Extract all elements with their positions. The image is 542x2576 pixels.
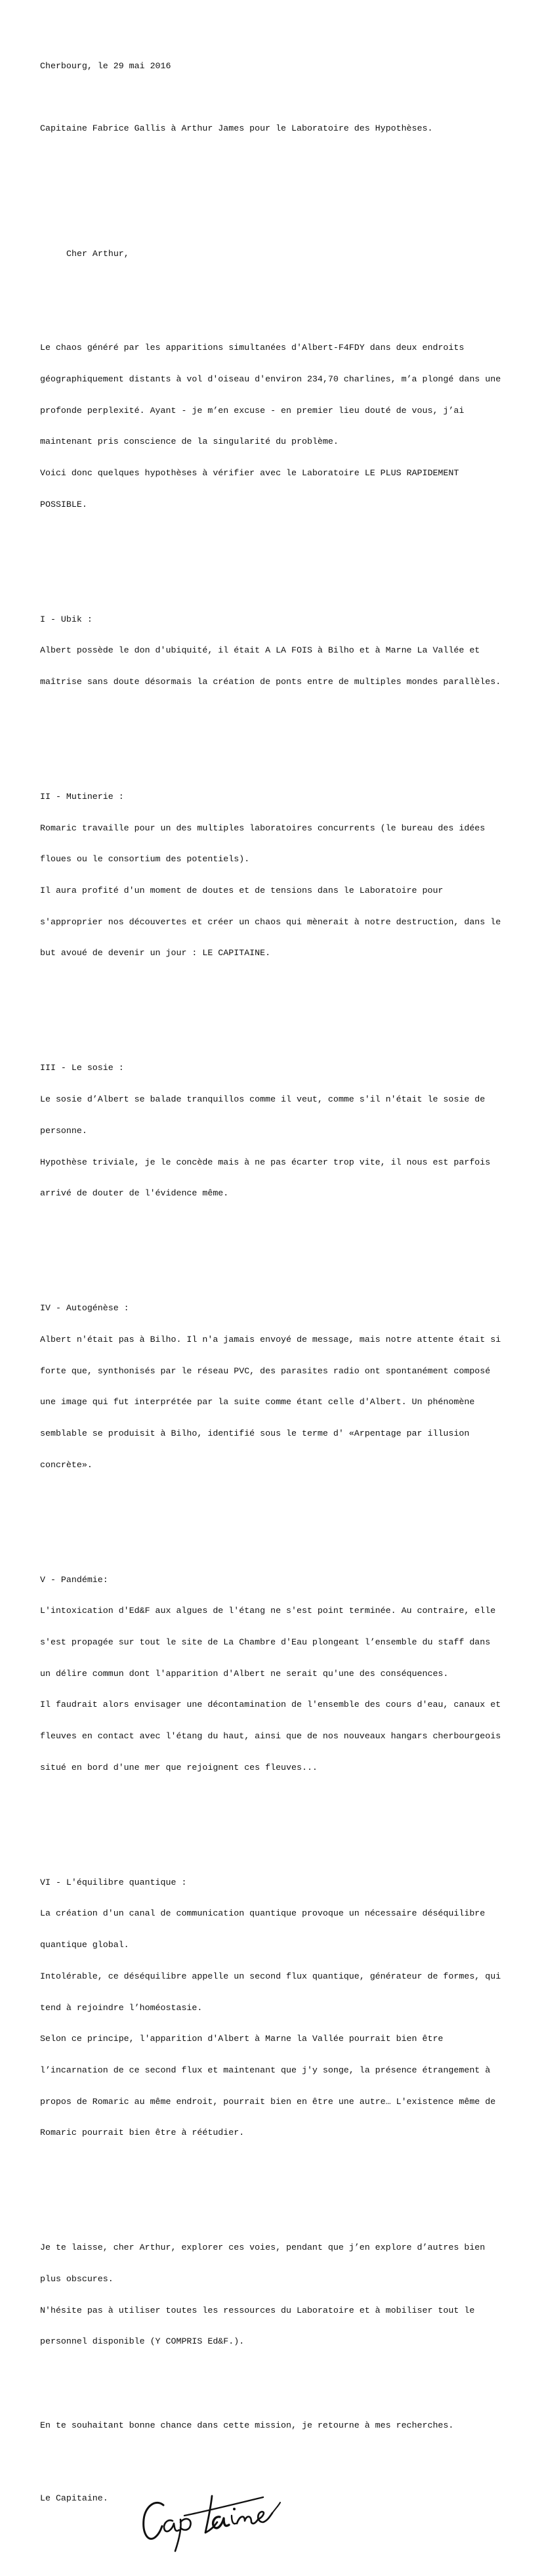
text-line: profonde perplexité. Ayant - je m’en excuse - en premier lieu douté de vous, j’ai bbox=[40, 405, 465, 416]
section-autogenese bbox=[40, 1282, 539, 1491]
section-ubik bbox=[40, 593, 539, 708]
text-line: personnel disponible (Y COMPRIS Ed&F.). bbox=[40, 2336, 245, 2347]
section-title: IV - Autogénèse : bbox=[40, 1303, 129, 1314]
text-line: Hypothèse triviale, je le concède mais à ne pas écarter trop vite, il nous est parfois bbox=[40, 1157, 491, 1167]
text-line: une image qui fut interprétée par la suite comme étant celle d'Albert. Un phénomène bbox=[40, 1397, 475, 1407]
section-title: V - Pandémie: bbox=[40, 1574, 108, 1585]
text-line: plus obscures. bbox=[40, 2274, 114, 2285]
handwritten-signature-icon bbox=[138, 2487, 296, 2559]
text-line: semblable se produisit à Bilho, identifié sous le terme d' «Arpentage par illusion bbox=[40, 1428, 470, 1438]
text-line: but avoué de devenir un jour : LE CAPITAINE. bbox=[40, 948, 271, 958]
text-line: L'intoxication d'Ed&F aux algues de l'étang ne s'est point terminée. Au contraire, elle bbox=[40, 1606, 496, 1616]
text-line: Il aura profité d'un moment de doutes et de tensions dans le Laboratoire pour bbox=[40, 886, 444, 896]
signature-name: Le Capitaine. bbox=[40, 2493, 108, 2503]
text-line: forte que, synthonisés par le réseau PVC, des parasites radio ont spontanément composé bbox=[40, 1365, 491, 1376]
text-line: Intolérable, ce déséquilibre appelle un second flux quantique, générateur de formes, qui bbox=[40, 1971, 501, 1981]
section-title: I - Ubik : bbox=[40, 614, 93, 624]
farewell: En te souhaitant bonne chance dans cette mission, je retourne à mes recherches. bbox=[40, 2420, 454, 2430]
text-line: Le chaos généré par les apparitions simultanées d'Albert-F4FDY dans deux endroits bbox=[40, 343, 465, 353]
letter-header: Capitaine Fabrice Gallis à Arthur James pour le Laboratoire des Hypothèses. bbox=[40, 123, 433, 134]
text-line: s'approprier nos découvertes et créer un chaos qui mènerait à notre destruction, dans le bbox=[40, 916, 501, 927]
text-line: Selon ce principe, l'apparition d'Albert à Marne la Vallée pourrait bien être bbox=[40, 2034, 444, 2044]
text-line: fleuves en contact avec l'étang du haut, ainsi que de nos nouveaux hangars cherbourgeois bbox=[40, 1731, 501, 1742]
letter-page bbox=[40, 40, 539, 2576]
text-line: maintenant pris conscience de la singularité du problème. bbox=[40, 437, 339, 447]
text-line: maîtrise sans doute désormais la création de ponts entre de multiples mondes parallèles. bbox=[40, 677, 501, 687]
text-line: géographiquement distants à vol d'oiseau d'environ 234,70 charlines, m’a plongé dans une bbox=[40, 374, 501, 384]
text-line: Le sosie d’Albert se balade tranquillos comme il veut, comme s'il n'était le sosie de bbox=[40, 1094, 486, 1105]
section-pandemie bbox=[40, 1554, 539, 1794]
text-line: concrète». bbox=[40, 1459, 93, 1470]
text-line: quantique global. bbox=[40, 1940, 129, 1950]
closing-paragraph bbox=[40, 2222, 539, 2369]
text-line: Voici donc quelques hypothèses à vérifier avec le Laboratoire LE PLUS RAPIDEMENT bbox=[40, 467, 459, 478]
text-line: Romaric pourrait bien être à réétudier. bbox=[40, 2128, 245, 2138]
text-line: La création d'un canal de communication quantique provoque un nécessaire déséquilibre bbox=[40, 1908, 486, 1919]
text-line: propos de Romaric au même endroit, pourrait bien en être une autre… L'existence même de bbox=[40, 2096, 496, 2107]
section-sosie bbox=[40, 1042, 539, 1220]
text-line: Je te laisse, cher Arthur, explorer ces voies, pendant que j’en explore d’autres bien bbox=[40, 2243, 486, 2253]
section-title: III - Le sosie : bbox=[40, 1063, 124, 1073]
text-line: un délire commun dont l'apparition d'Albert ne serait qu'une des conséquences. bbox=[40, 1668, 449, 1679]
salutation: Cher Arthur, bbox=[66, 249, 129, 259]
text-line: Albert possède le don d'ubiquité, il était A LA FOIS à Bilho et à Marne La Vallée et bbox=[40, 645, 480, 656]
text-line: arrivé de douter de l'évidence même. bbox=[40, 1188, 229, 1199]
text-line: situé en bord d'une mer que rejoignent ces fleuves... bbox=[40, 1762, 318, 1772]
text-line: N'hésite pas à utiliser toutes les ressources du Laboratoire et à mobiliser tout le bbox=[40, 2305, 475, 2315]
text-line: floues ou le consortium des potentiels). bbox=[40, 854, 250, 865]
section-mutinerie bbox=[40, 771, 539, 979]
section-title: II - Mutinerie : bbox=[40, 791, 124, 802]
signature-block bbox=[40, 2493, 539, 2565]
text-line: POSSIBLE. bbox=[40, 499, 87, 509]
text-line: Albert n'était pas à Bilho. Il n'a jamais envoyé de message, mais notre attente était si bbox=[40, 1334, 501, 1344]
text-line: Il faudrait alors envisager une décontamination de l'ensemble des cours d'eau, canaux et bbox=[40, 1700, 501, 1710]
text-line: l’incarnation de ce second flux et maintenant que j'y songe, la présence étrangement à bbox=[40, 2065, 491, 2075]
text-line: tend à rejoindre l’homéostasie. bbox=[40, 2002, 203, 2013]
place-date: Cherbourg, le 29 mai 2016 bbox=[40, 60, 171, 71]
intro-paragraph bbox=[40, 322, 539, 530]
section-equilibre-quantique bbox=[40, 1857, 539, 2159]
text-line: Romaric travaille pour un des multiples laboratoires concurrents (le bureau des idées bbox=[40, 823, 486, 833]
text-line: personne. bbox=[40, 1125, 87, 1136]
text-line: s'est propagée sur tout le site de La Chambre d'Eau plongeant l’ensemble du staff dans bbox=[40, 1637, 491, 1648]
section-title: VI - L'équilibre quantique : bbox=[40, 1877, 187, 1887]
